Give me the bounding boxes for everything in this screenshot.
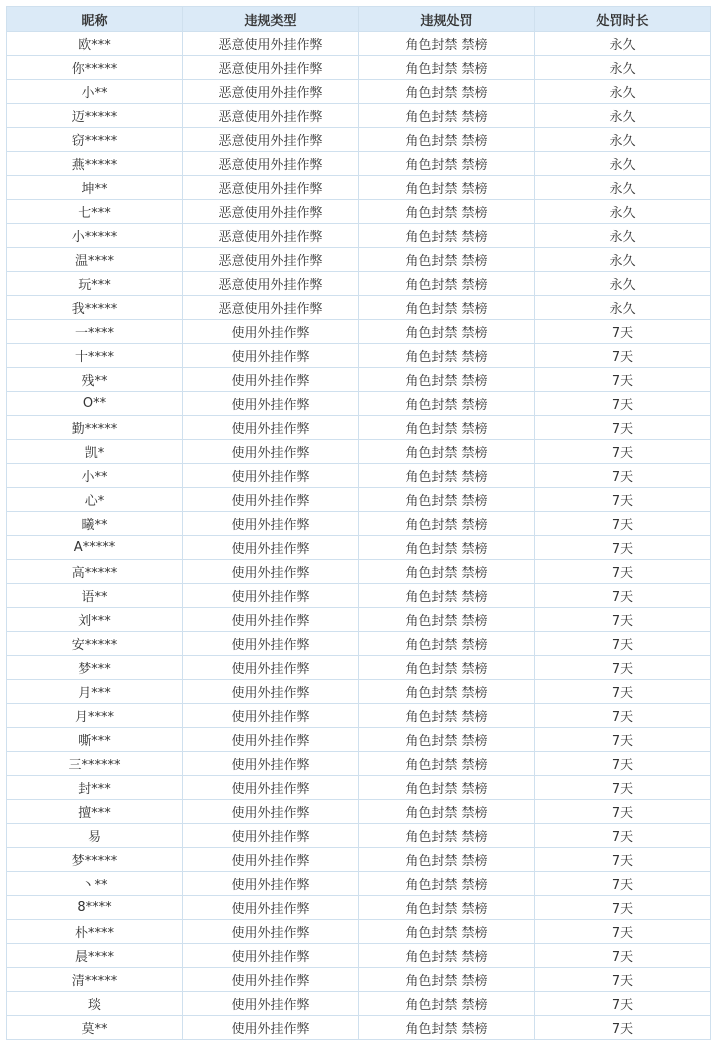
- table-row: [7, 584, 711, 608]
- cell-penalty: 角色封禁 禁榜: [359, 152, 535, 176]
- table-row: [7, 992, 711, 1016]
- cell-duration: 7天: [535, 608, 711, 632]
- cell-nickname: 擅***: [7, 800, 183, 824]
- cell-duration: 7天: [535, 848, 711, 872]
- cell-violation-type: 使用外挂作弊: [183, 920, 359, 944]
- cell-nickname: 一****: [7, 320, 183, 344]
- cell-violation-type: 使用外挂作弊: [183, 320, 359, 344]
- cell-violation-type: 使用外挂作弊: [183, 800, 359, 824]
- cell-duration: 7天: [535, 800, 711, 824]
- cell-nickname: 凯*: [7, 440, 183, 464]
- cell-nickname: 七***: [7, 200, 183, 224]
- table-row: [7, 704, 711, 728]
- cell-penalty: 角色封禁 禁榜: [359, 632, 535, 656]
- cell-duration: 永久: [535, 248, 711, 272]
- cell-duration: 永久: [535, 200, 711, 224]
- cell-penalty: 角色封禁 禁榜: [359, 440, 535, 464]
- cell-penalty: 角色封禁 禁榜: [359, 344, 535, 368]
- cell-penalty: 角色封禁 禁榜: [359, 32, 535, 56]
- table-header: [7, 7, 711, 32]
- cell-nickname: 高*****: [7, 560, 183, 584]
- cell-violation-type: 使用外挂作弊: [183, 896, 359, 920]
- column-header-penalty: 违规处罚: [359, 7, 535, 32]
- cell-violation-type: 使用外挂作弊: [183, 584, 359, 608]
- cell-nickname: 月****: [7, 704, 183, 728]
- cell-violation-type: 恶意使用外挂作弊: [183, 248, 359, 272]
- cell-duration: 7天: [535, 320, 711, 344]
- cell-violation-type: 使用外挂作弊: [183, 536, 359, 560]
- cell-penalty: 角色封禁 禁榜: [359, 536, 535, 560]
- table-row: [7, 968, 711, 992]
- cell-nickname: 晨****: [7, 944, 183, 968]
- cell-duration: 7天: [535, 440, 711, 464]
- cell-penalty: 角色封禁 禁榜: [359, 608, 535, 632]
- cell-violation-type: 恶意使用外挂作弊: [183, 128, 359, 152]
- cell-violation-type: 恶意使用外挂作弊: [183, 272, 359, 296]
- table-row: [7, 128, 711, 152]
- cell-penalty: 角色封禁 禁榜: [359, 920, 535, 944]
- table-row: [7, 296, 711, 320]
- cell-duration: 7天: [535, 680, 711, 704]
- cell-duration: 7天: [535, 824, 711, 848]
- cell-nickname: 你*****: [7, 56, 183, 80]
- cell-penalty: 角色封禁 禁榜: [359, 320, 535, 344]
- table-row: [7, 464, 711, 488]
- cell-violation-type: 恶意使用外挂作弊: [183, 224, 359, 248]
- table-row: [7, 488, 711, 512]
- table-row: [7, 920, 711, 944]
- cell-penalty: 角色封禁 禁榜: [359, 752, 535, 776]
- cell-penalty: 角色封禁 禁榜: [359, 944, 535, 968]
- cell-nickname: 勤*****: [7, 416, 183, 440]
- cell-nickname: 小*****: [7, 224, 183, 248]
- table-row: [7, 512, 711, 536]
- cell-violation-type: 使用外挂作弊: [183, 416, 359, 440]
- table-row: [7, 728, 711, 752]
- table-row: [7, 944, 711, 968]
- cell-violation-type: 恶意使用外挂作弊: [183, 200, 359, 224]
- cell-nickname: 残**: [7, 368, 183, 392]
- table-row: [7, 344, 711, 368]
- cell-violation-type: 使用外挂作弊: [183, 728, 359, 752]
- table-row: [7, 320, 711, 344]
- cell-violation-type: 恶意使用外挂作弊: [183, 296, 359, 320]
- cell-duration: 永久: [535, 152, 711, 176]
- cell-violation-type: 使用外挂作弊: [183, 872, 359, 896]
- cell-nickname: 梦*****: [7, 848, 183, 872]
- cell-penalty: 角色封禁 禁榜: [359, 728, 535, 752]
- cell-duration: 永久: [535, 104, 711, 128]
- cell-duration: 7天: [535, 752, 711, 776]
- cell-duration: 7天: [535, 992, 711, 1016]
- cell-duration: 永久: [535, 176, 711, 200]
- cell-nickname: 欧***: [7, 32, 183, 56]
- table-row: [7, 416, 711, 440]
- cell-penalty: 角色封禁 禁榜: [359, 512, 535, 536]
- table-row: [7, 848, 711, 872]
- cell-penalty: 角色封禁 禁榜: [359, 224, 535, 248]
- table-row: [7, 752, 711, 776]
- cell-duration: 7天: [535, 560, 711, 584]
- cell-nickname: 封***: [7, 776, 183, 800]
- cell-violation-type: 使用外挂作弊: [183, 1016, 359, 1040]
- cell-nickname: 清*****: [7, 968, 183, 992]
- cell-violation-type: 使用外挂作弊: [183, 656, 359, 680]
- cell-nickname: 小**: [7, 80, 183, 104]
- cell-duration: 7天: [535, 656, 711, 680]
- cell-duration: 7天: [535, 1016, 711, 1040]
- cell-violation-type: 使用外挂作弊: [183, 392, 359, 416]
- cell-nickname: A*****: [7, 536, 183, 560]
- cell-violation-type: 使用外挂作弊: [183, 632, 359, 656]
- cell-violation-type: 使用外挂作弊: [183, 560, 359, 584]
- table-row: [7, 368, 711, 392]
- table-row: [7, 152, 711, 176]
- table-row: [7, 608, 711, 632]
- cell-violation-type: 使用外挂作弊: [183, 608, 359, 632]
- table-row: [7, 56, 711, 80]
- cell-violation-type: 使用外挂作弊: [183, 944, 359, 968]
- cell-penalty: 角色封禁 禁榜: [359, 992, 535, 1016]
- cell-duration: 7天: [535, 944, 711, 968]
- cell-penalty: 角色封禁 禁榜: [359, 656, 535, 680]
- cell-nickname: 琰: [7, 992, 183, 1016]
- cell-penalty: 角色封禁 禁榜: [359, 296, 535, 320]
- cell-nickname: 语**: [7, 584, 183, 608]
- cell-penalty: 角色封禁 禁榜: [359, 200, 535, 224]
- cell-violation-type: 恶意使用外挂作弊: [183, 152, 359, 176]
- cell-duration: 永久: [535, 296, 711, 320]
- cell-penalty: 角色封禁 禁榜: [359, 272, 535, 296]
- cell-violation-type: 使用外挂作弊: [183, 848, 359, 872]
- table-row: [7, 392, 711, 416]
- cell-penalty: 角色封禁 禁榜: [359, 560, 535, 584]
- cell-nickname: 刘***: [7, 608, 183, 632]
- cell-violation-type: 使用外挂作弊: [183, 488, 359, 512]
- table-row: [7, 776, 711, 800]
- table-row: [7, 440, 711, 464]
- cell-nickname: 丶**: [7, 872, 183, 896]
- cell-penalty: 角色封禁 禁榜: [359, 704, 535, 728]
- cell-violation-type: 恶意使用外挂作弊: [183, 176, 359, 200]
- ban-list-table-wrapper: [6, 6, 710, 1040]
- cell-violation-type: 使用外挂作弊: [183, 464, 359, 488]
- cell-duration: 永久: [535, 32, 711, 56]
- cell-violation-type: 恶意使用外挂作弊: [183, 56, 359, 80]
- cell-nickname: 燕*****: [7, 152, 183, 176]
- cell-penalty: 角色封禁 禁榜: [359, 104, 535, 128]
- table-row: [7, 1016, 711, 1040]
- column-header-duration: 处罚时长: [535, 7, 711, 32]
- table-row: [7, 656, 711, 680]
- table-row: [7, 560, 711, 584]
- table-body: [7, 32, 711, 1040]
- cell-nickname: 窃*****: [7, 128, 183, 152]
- cell-violation-type: 使用外挂作弊: [183, 968, 359, 992]
- cell-violation-type: 恶意使用外挂作弊: [183, 32, 359, 56]
- cell-duration: 7天: [535, 536, 711, 560]
- table-row: [7, 224, 711, 248]
- cell-violation-type: 使用外挂作弊: [183, 440, 359, 464]
- cell-penalty: 角色封禁 禁榜: [359, 1016, 535, 1040]
- cell-duration: 7天: [535, 920, 711, 944]
- cell-nickname: 我*****: [7, 296, 183, 320]
- cell-penalty: 角色封禁 禁榜: [359, 464, 535, 488]
- ban-list-table: [6, 6, 711, 1040]
- table-row: [7, 80, 711, 104]
- cell-nickname: 梦***: [7, 656, 183, 680]
- cell-nickname: 莫**: [7, 1016, 183, 1040]
- cell-duration: 7天: [535, 728, 711, 752]
- cell-duration: 7天: [535, 488, 711, 512]
- cell-duration: 7天: [535, 368, 711, 392]
- cell-penalty: 角色封禁 禁榜: [359, 392, 535, 416]
- cell-nickname: 坤**: [7, 176, 183, 200]
- cell-violation-type: 使用外挂作弊: [183, 512, 359, 536]
- column-header-violation-type: 违规类型: [183, 7, 359, 32]
- cell-nickname: 十****: [7, 344, 183, 368]
- header-row: [7, 7, 711, 32]
- cell-duration: 7天: [535, 896, 711, 920]
- cell-penalty: 角色封禁 禁榜: [359, 80, 535, 104]
- cell-penalty: 角色封禁 禁榜: [359, 680, 535, 704]
- cell-penalty: 角色封禁 禁榜: [359, 248, 535, 272]
- cell-penalty: 角色封禁 禁榜: [359, 896, 535, 920]
- cell-duration: 7天: [535, 344, 711, 368]
- table-row: [7, 200, 711, 224]
- table-row: [7, 32, 711, 56]
- cell-nickname: 安*****: [7, 632, 183, 656]
- table-row: [7, 104, 711, 128]
- cell-penalty: 角色封禁 禁榜: [359, 368, 535, 392]
- table-row: [7, 272, 711, 296]
- cell-nickname: 曦**: [7, 512, 183, 536]
- cell-duration: 7天: [535, 632, 711, 656]
- cell-violation-type: 使用外挂作弊: [183, 344, 359, 368]
- cell-violation-type: 使用外挂作弊: [183, 368, 359, 392]
- cell-penalty: 角色封禁 禁榜: [359, 968, 535, 992]
- cell-penalty: 角色封禁 禁榜: [359, 848, 535, 872]
- cell-duration: 永久: [535, 272, 711, 296]
- cell-nickname: 迈*****: [7, 104, 183, 128]
- cell-penalty: 角色封禁 禁榜: [359, 56, 535, 80]
- cell-violation-type: 使用外挂作弊: [183, 704, 359, 728]
- cell-nickname: O**: [7, 392, 183, 416]
- table-row: [7, 632, 711, 656]
- cell-duration: 7天: [535, 512, 711, 536]
- cell-duration: 永久: [535, 80, 711, 104]
- cell-nickname: 月***: [7, 680, 183, 704]
- cell-nickname: 朴****: [7, 920, 183, 944]
- cell-nickname: 8****: [7, 896, 183, 920]
- cell-penalty: 角色封禁 禁榜: [359, 776, 535, 800]
- cell-duration: 永久: [535, 56, 711, 80]
- cell-duration: 7天: [535, 464, 711, 488]
- cell-nickname: 心*: [7, 488, 183, 512]
- cell-violation-type: 使用外挂作弊: [183, 776, 359, 800]
- cell-violation-type: 使用外挂作弊: [183, 992, 359, 1016]
- cell-duration: 7天: [535, 872, 711, 896]
- cell-violation-type: 恶意使用外挂作弊: [183, 104, 359, 128]
- table-row: [7, 176, 711, 200]
- table-row: [7, 248, 711, 272]
- cell-nickname: 嘶***: [7, 728, 183, 752]
- cell-violation-type: 恶意使用外挂作弊: [183, 80, 359, 104]
- table-row: [7, 896, 711, 920]
- cell-penalty: 角色封禁 禁榜: [359, 416, 535, 440]
- cell-nickname: 温****: [7, 248, 183, 272]
- table-row: [7, 872, 711, 896]
- cell-penalty: 角色封禁 禁榜: [359, 872, 535, 896]
- table-row: [7, 536, 711, 560]
- cell-duration: 7天: [535, 704, 711, 728]
- cell-nickname: 小**: [7, 464, 183, 488]
- table-row: [7, 680, 711, 704]
- cell-penalty: 角色封禁 禁榜: [359, 128, 535, 152]
- cell-duration: 7天: [535, 584, 711, 608]
- cell-duration: 7天: [535, 968, 711, 992]
- cell-nickname: 三******: [7, 752, 183, 776]
- cell-duration: 永久: [535, 224, 711, 248]
- cell-penalty: 角色封禁 禁榜: [359, 176, 535, 200]
- cell-duration: 永久: [535, 128, 711, 152]
- cell-duration: 7天: [535, 416, 711, 440]
- cell-violation-type: 使用外挂作弊: [183, 752, 359, 776]
- column-header-nickname: 昵称: [7, 7, 183, 32]
- cell-penalty: 角色封禁 禁榜: [359, 800, 535, 824]
- cell-penalty: 角色封禁 禁榜: [359, 824, 535, 848]
- cell-penalty: 角色封禁 禁榜: [359, 584, 535, 608]
- table-row: [7, 824, 711, 848]
- cell-penalty: 角色封禁 禁榜: [359, 488, 535, 512]
- table-row: [7, 800, 711, 824]
- cell-nickname: 易: [7, 824, 183, 848]
- cell-duration: 7天: [535, 776, 711, 800]
- cell-violation-type: 使用外挂作弊: [183, 680, 359, 704]
- cell-nickname: 玩***: [7, 272, 183, 296]
- cell-duration: 7天: [535, 392, 711, 416]
- cell-violation-type: 使用外挂作弊: [183, 824, 359, 848]
